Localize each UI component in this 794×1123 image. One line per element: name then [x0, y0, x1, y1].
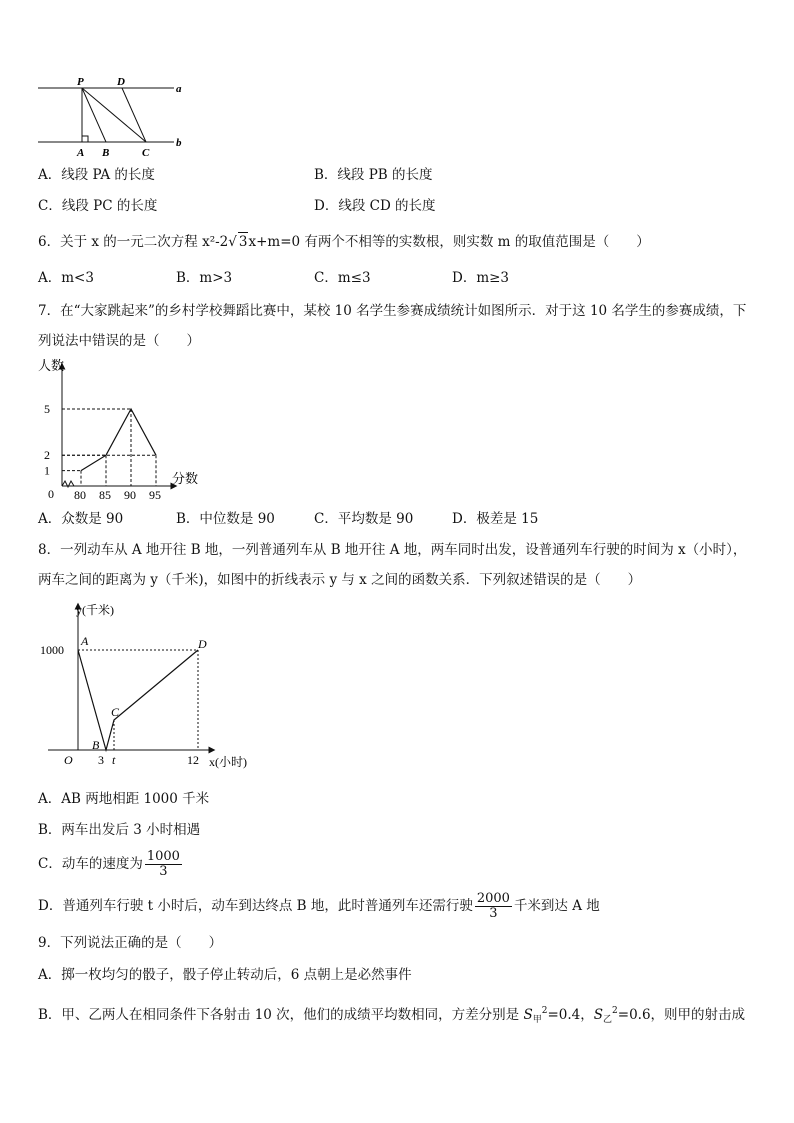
q7-option-c[interactable]: C．平均数是 90	[314, 511, 414, 527]
sqrt-symbol: √	[228, 234, 237, 250]
q6-option-c[interactable]: C．m≤3	[314, 270, 371, 286]
label-A: A	[77, 147, 85, 159]
x-tick-label: 95	[149, 488, 161, 502]
q8-x-axis-label: x(小时)	[209, 755, 247, 769]
q6-stem-post: x+m=0 有两个不相等的实数根，则实数 m 的取值范围是（ ）	[248, 234, 650, 250]
q7-option-b[interactable]: B．中位数是 90	[176, 511, 275, 527]
y-tick-label: 5	[44, 402, 50, 416]
q8-point-C: C	[111, 705, 120, 719]
subscript-jia: 甲	[532, 1015, 542, 1025]
q8-origin: O	[64, 753, 73, 767]
variance-symbol-yi: S	[593, 1007, 604, 1023]
y-tick-label: 1	[44, 463, 50, 478]
q8-option-d-fraction	[475, 892, 512, 921]
q8-x-tick-12: 12	[187, 753, 199, 767]
q8-option-d-post: 千米到达 A 地	[513, 898, 600, 914]
q6-option-d[interactable]: D．m≥3	[452, 270, 510, 286]
q7-stem-line1: 7．在“大家跳起来”的乡村学校舞蹈比赛中，某校 10 名学生参赛成绩统计如图所示．对于这 10 名学生的参赛成绩，下	[38, 303, 747, 319]
q6-option-b[interactable]: B．m>3	[176, 270, 233, 286]
q8-x-tick-3: 3	[98, 753, 104, 767]
label-b: b	[176, 137, 182, 149]
subscript-yi: 乙	[603, 1015, 613, 1025]
q5-option-a[interactable]: A．线段 PA 的长度	[38, 167, 155, 183]
q9-option-b-post: ，则甲的射击成	[650, 1007, 746, 1023]
q5-option-d[interactable]: D．线段 CD 的长度	[314, 198, 436, 214]
q8-option-c-fraction	[145, 850, 182, 879]
q8-option-c[interactable]	[38, 846, 184, 882]
q8-x-tick-t: t	[112, 753, 116, 767]
q8-stem-line2: 两车之间的距离为 y（千米)，如图中的折线表示 y 与 x 之间的函数关系．下列叙述错误的是（ ）	[38, 572, 642, 588]
q8-point-D: D	[198, 637, 207, 651]
q5-option-c[interactable]: C．线段 PC 的长度	[38, 198, 158, 214]
label-P: P	[77, 76, 84, 88]
fraction-denominator: 3	[159, 864, 168, 879]
fraction-numerator: 2000	[476, 891, 510, 906]
label-D: D	[117, 76, 125, 88]
q8-point-A: A	[81, 634, 89, 648]
q8-option-d[interactable]	[38, 888, 600, 924]
x-tick-label: 80	[74, 488, 86, 502]
q8-option-b[interactable]: B．两车出发后 3 小时相遇	[38, 822, 201, 838]
q9-option-b[interactable]	[38, 1002, 745, 1029]
q5-figure	[36, 74, 186, 160]
x-tick-label: 85	[99, 488, 111, 502]
q8-y-axis-label: y(千米)	[76, 603, 114, 617]
x-tick-label: 90	[124, 488, 136, 502]
q8-option-d-text: D．普通列车行驶 t 小时后，动车到达终点 B 地，此时普通列车还需行驶	[38, 898, 473, 914]
q6-sqrt-arg: 3	[238, 234, 248, 250]
label-C: C	[142, 147, 150, 159]
q6-stem-pre: 6．关于 x 的一元二次方程 x²-2	[38, 234, 229, 250]
superscript-2: 2	[541, 1006, 548, 1016]
q7-option-a[interactable]: A．众数是 90	[38, 511, 124, 527]
variance-value-jia: =0.4，	[547, 1007, 594, 1023]
q7-chart	[36, 356, 216, 504]
q8-option-c-text: C．动车的速度为	[38, 856, 143, 872]
label-B: B	[102, 147, 110, 159]
q8-y-tick: 1000	[40, 643, 64, 657]
q7-stem-line2: 列说法中错误的是（ ）	[38, 333, 200, 349]
q8-point-B: B	[92, 738, 100, 752]
fraction-denominator: 3	[489, 906, 498, 921]
fraction-numerator: 1000	[146, 849, 180, 864]
q9-option-a[interactable]: A．掷一枚均匀的骰子，骰子停止转动后，6 点朝上是必然事件	[38, 967, 412, 983]
y-tick-label: 2	[44, 448, 50, 463]
label-a: a	[176, 83, 182, 95]
q9-option-b-text: B．甲、乙两人在相同条件下各射击 10 次，他们的成绩平均数相同，方差分别是	[38, 1007, 524, 1023]
q8-stem-line1: 8．一列动车从 A 地开往 B 地，一列普通列车从 B 地开往 A 地，两车同时出发，设普通列车行驶的时间为 x（小时），	[38, 542, 747, 558]
q5-option-b[interactable]: B．线段 PB 的长度	[314, 167, 433, 183]
q8-figure	[36, 598, 266, 774]
q7-option-d[interactable]: D．极差是 15	[452, 511, 539, 527]
q7-xlabel: 分数	[172, 471, 199, 486]
superscript-2: 2	[612, 1006, 618, 1016]
q7-ylabel: 人数	[38, 358, 65, 373]
q9-stem: 9．下列说法正确的是（ ）	[38, 935, 223, 951]
variance-symbol-jia: S	[523, 1007, 533, 1023]
q6-option-a[interactable]: A．m<3	[38, 270, 94, 286]
q8-broken-line	[78, 650, 198, 750]
q8-option-a[interactable]: A．AB 两地相距 1000 千米	[38, 791, 210, 807]
variance-value-yi: =0.6	[617, 1007, 651, 1023]
series-line	[81, 409, 156, 471]
q6-stem	[38, 232, 650, 251]
q7-origin-label: 0	[48, 487, 54, 501]
